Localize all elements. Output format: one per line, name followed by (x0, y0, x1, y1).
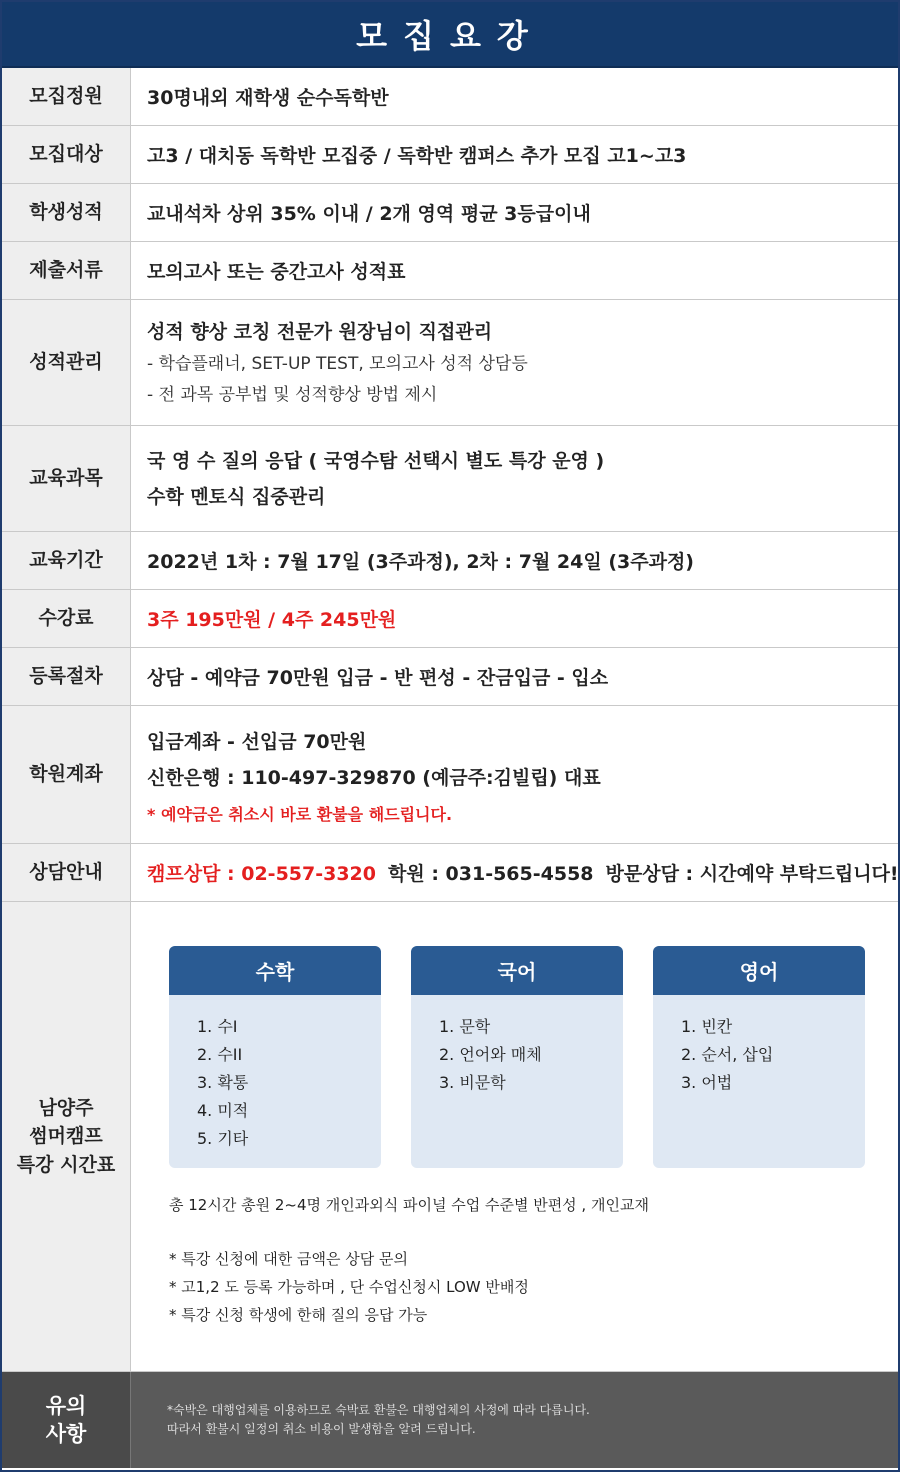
card-title: 수학 (169, 946, 381, 995)
academy-phone: 학원 : 031-565-4558 (388, 863, 594, 885)
row-fee (2, 590, 898, 648)
row-label: 제출서류 (2, 242, 131, 299)
row-label: 모집정원 (2, 68, 131, 125)
schedule-info: 총 12시간 총원 2~4명 개인과외식 파이널 수업 수준별 반편성 , 개인교재 (169, 1196, 649, 1214)
caution-footer (2, 1372, 898, 1468)
row-value: 상담 - 예약금 70만원 입금 - 반 편성 - 잔금입금 - 입소 (147, 667, 609, 689)
list-item: 3. 비문학 (439, 1073, 506, 1092)
caution-line-1: *숙박은 대행업체를 이용하므로 숙박료 환불은 대행업체의 사정에 따라 다릅니다. (167, 1403, 590, 1417)
row-label: 성적관리 (2, 300, 131, 425)
list-item: 2. 순서, 삽입 (681, 1045, 774, 1064)
subject-card-korean (411, 946, 623, 1168)
row-label: 학생성적 (2, 184, 131, 241)
row-value: 2022년 1차 : 7월 17일 (3주과정), 2차 : 7월 24일 (3주과정) (147, 551, 694, 573)
row-value (131, 844, 900, 901)
row-value: 고3 / 대치동 독학반 모집중 / 독학반 캠퍼스 추가 모집 고1~고3 (147, 145, 687, 167)
schedule-label-2: 썸머캠프 (29, 1125, 103, 1148)
list-item: 5. 기타 (197, 1129, 249, 1148)
caution-label (2, 1372, 131, 1468)
curriculum-line-1: 국 영 수 질의 응답 ( 국영수탐 선택시 별도 특강 운영 ) (147, 449, 605, 472)
caution-label-1: 유의 (45, 1393, 87, 1418)
row-account (2, 706, 898, 844)
row-contact (2, 844, 898, 902)
row-value (131, 706, 898, 843)
list-item: 2. 언어와 매체 (439, 1045, 542, 1064)
row-curriculum (2, 426, 898, 532)
row-documents (2, 242, 898, 300)
list-item: 3. 어법 (681, 1073, 733, 1092)
row-period (2, 532, 898, 590)
management-headline: 성적 향상 코칭 전문가 원장님이 직접관리 (147, 320, 493, 343)
row-procedure (2, 648, 898, 706)
fee-value: 3주 195만원 / 4주 245만원 (147, 609, 397, 631)
list-item: 1. 빈칸 (681, 1017, 733, 1036)
account-line-2: 신한은행 : 110-497-329870 (예금주:김빌립) 대표 (147, 767, 601, 789)
subject-cards (169, 946, 866, 1168)
schedule-content (131, 902, 898, 1371)
page-title: 모집요강 (2, 2, 898, 68)
subject-card-english (653, 946, 865, 1168)
row-label: 수강료 (2, 590, 131, 647)
row-label (2, 902, 131, 1371)
row-value (131, 426, 898, 531)
row-label: 상담안내 (2, 844, 131, 901)
curriculum-line-2: 수학 멘토식 집중관리 (147, 485, 326, 508)
card-title: 국어 (411, 946, 623, 995)
list-item: 2. 수II (197, 1045, 243, 1064)
visit-note: 방문상담 : 시간예약 부탁드립니다! (605, 863, 899, 885)
list-item: 3. 확통 (197, 1073, 249, 1092)
schedule-note: * 고1,2 도 등록 가능하며 , 단 수업신청시 LOW 반배정 (169, 1278, 529, 1296)
schedule-notes (169, 1245, 866, 1329)
caution-text (131, 1372, 898, 1468)
list-item: 1. 수I (197, 1017, 238, 1036)
card-title: 영어 (653, 946, 865, 995)
refund-note: * 예약금은 취소시 바로 환불을 해드립니다. (147, 805, 453, 824)
camp-phone: 캠프상담 : 02-557-3320 (147, 863, 376, 885)
row-recruit-target (2, 126, 898, 184)
caution-label-2: 사항 (45, 1422, 87, 1446)
row-label: 등록절차 (2, 648, 131, 705)
schedule-note: * 특강 신청에 대한 금액은 상담 문의 (169, 1250, 408, 1268)
row-label: 교육기간 (2, 532, 131, 589)
row-recruit-count (2, 68, 898, 126)
row-label: 교육과목 (2, 426, 131, 531)
row-schedule (2, 902, 898, 1372)
schedule-label-3: 특강 시간표 (16, 1153, 116, 1176)
list-item: 4. 미적 (197, 1101, 249, 1120)
management-detail-1: - 학습플래너, SET-UP TEST, 모의고사 성적 상담등 (147, 353, 528, 374)
row-label: 학원계좌 (2, 706, 131, 843)
schedule-note: * 특강 신청 학생에 한해 질의 응답 가능 (169, 1306, 428, 1324)
row-label: 모집대상 (2, 126, 131, 183)
row-management (2, 300, 898, 426)
schedule-label-1: 남양주 (38, 1096, 94, 1119)
row-value (131, 300, 898, 425)
caution-line-2: 따라서 환불시 일정의 취소 비용이 발생함을 알려 드립니다. (167, 1422, 476, 1436)
list-item: 1. 문학 (439, 1017, 491, 1036)
row-grades (2, 184, 898, 242)
account-line-1: 입금계좌 - 선입금 70만원 (147, 731, 367, 753)
row-value: 모의고사 또는 중간고사 성적표 (147, 261, 406, 283)
row-value: 30명내외 재학생 순수독학반 (147, 87, 389, 109)
management-detail-2: - 전 과목 공부법 및 성적향상 방법 제시 (147, 384, 438, 405)
subject-card-math (169, 946, 381, 1168)
row-value: 교내석차 상위 35% 이내 / 2개 영역 평균 3등급이내 (147, 203, 591, 225)
